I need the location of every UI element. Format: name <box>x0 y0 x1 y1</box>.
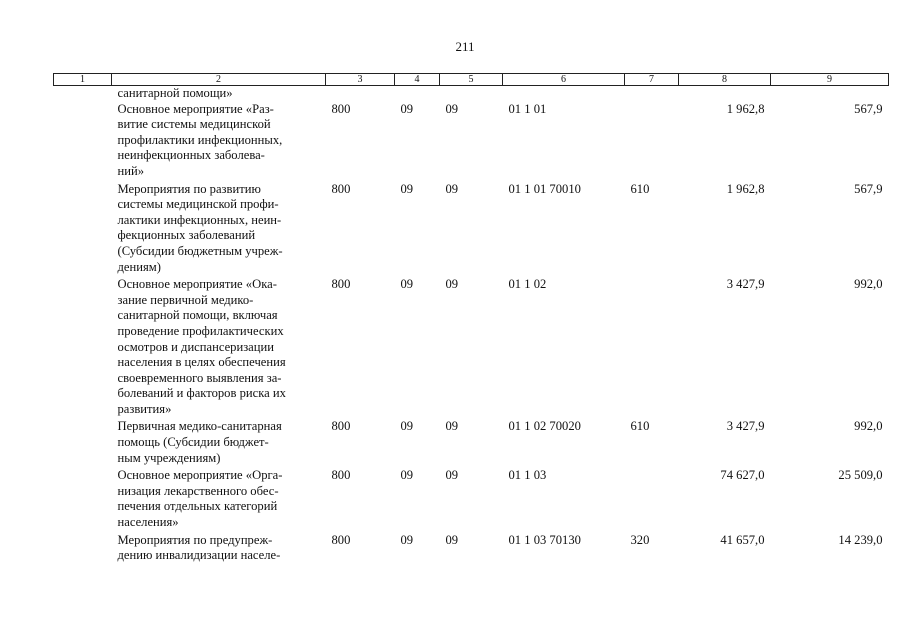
cell-amount-1: 1 962,8 <box>726 101 765 116</box>
cell-expense-type <box>625 86 679 102</box>
cell-section: 800 <box>331 277 351 292</box>
table-row <box>54 533 889 564</box>
name-line: дениям) <box>117 259 161 274</box>
name-line: зание первичной медико- <box>117 292 254 307</box>
table-row <box>54 86 889 102</box>
cell-section: 800 <box>331 532 351 547</box>
cell-subsection-2: 09 <box>445 532 459 547</box>
cell-subsection: 09 <box>400 419 414 434</box>
cell-target-article: 01 1 02 <box>508 277 547 292</box>
name-line: лактики инфекционных, неин- <box>117 212 282 227</box>
name-line: помощь (Субсидии бюджет- <box>117 435 269 450</box>
cell-amount-2: 567,9 <box>854 101 883 116</box>
cell-subsection-2: 09 <box>445 277 459 292</box>
column-header-2: 2 <box>112 74 326 86</box>
cell-target-article: 01 1 01 70010 <box>508 181 581 196</box>
name-line: системы медицинской профи- <box>117 197 279 212</box>
cell-col-1 <box>54 419 112 466</box>
table-body <box>54 86 889 564</box>
column-header-5: 5 <box>440 74 503 86</box>
cell-expense-type: 610 <box>630 419 650 434</box>
name-line: своевременного выявления за- <box>117 370 282 385</box>
cell-amount-2: 25 509,0 <box>838 468 883 483</box>
name-line: Основное мероприятие «Орга- <box>117 468 283 483</box>
cell-amount-2: 992,0 <box>854 277 883 292</box>
name-line: развития» <box>117 401 172 416</box>
column-header-1: 1 <box>54 74 112 86</box>
column-header-8: 8 <box>679 74 771 86</box>
name-line: (Субсидии бюджетным учреж- <box>117 243 283 258</box>
name-line: санитарной помощи, включая <box>117 308 278 323</box>
cell-target-article <box>503 86 625 102</box>
cell-amount-1: 3 427,9 <box>726 277 765 292</box>
name-line: фекционных заболеваний <box>117 228 256 243</box>
cell-subsection: 09 <box>400 468 414 483</box>
table-row <box>54 182 889 276</box>
name-line: витие системы медицинской <box>117 117 271 132</box>
cell-section: 800 <box>331 468 351 483</box>
name-line: ным учреждениям) <box>117 450 221 465</box>
cell-name <box>112 468 326 530</box>
name-line: ний» <box>117 163 145 178</box>
column-header-3: 3 <box>326 74 395 86</box>
cell-target-article: 01 1 03 70130 <box>508 532 581 547</box>
name-line: печения отдельных категорий <box>117 499 278 514</box>
cell-name <box>112 533 326 564</box>
cell-subsection-2 <box>440 86 503 102</box>
cell-subsection-2: 09 <box>445 181 459 196</box>
column-number-row <box>54 74 889 86</box>
name-line: населения» <box>117 515 179 530</box>
cell-amount-2: 992,0 <box>854 419 883 434</box>
name-line: профилактики инфекционных, <box>117 132 283 147</box>
cell-col-1 <box>54 182 112 276</box>
cell-expense-type: 610 <box>630 181 650 196</box>
table-row <box>54 468 889 530</box>
name-line: санитарной помощи» <box>117 86 233 100</box>
cell-section: 800 <box>331 101 351 116</box>
cell-subsection <box>395 86 440 102</box>
cell-expense-type <box>625 468 679 530</box>
cell-subsection: 09 <box>400 532 414 547</box>
column-header-9: 9 <box>771 74 889 86</box>
cell-subsection-2: 09 <box>445 468 459 483</box>
name-line: Основное мероприятие «Ока- <box>117 277 277 292</box>
cell-subsection: 09 <box>400 277 414 292</box>
cell-amount-1: 74 627,0 <box>720 468 765 483</box>
table-row <box>54 277 889 417</box>
cell-subsection: 09 <box>400 181 414 196</box>
cell-target-article: 01 1 02 70020 <box>508 419 581 434</box>
column-header-6: 6 <box>503 74 625 86</box>
budget-table <box>53 73 889 564</box>
name-line: неинфекционных заболева- <box>117 148 265 163</box>
cell-col-1 <box>54 277 112 417</box>
name-line: дению инвалидизации населе- <box>117 548 281 563</box>
cell-amount-2: 14 239,0 <box>838 532 883 547</box>
cell-col-1 <box>54 102 112 180</box>
cell-name <box>112 277 326 417</box>
cell-amount-1 <box>679 86 771 102</box>
cell-subsection: 09 <box>400 101 414 116</box>
cell-amount-1: 41 657,0 <box>720 532 765 547</box>
cell-subsection-2: 09 <box>445 101 459 116</box>
cell-amount-2: 567,9 <box>854 181 883 196</box>
cell-target-article: 01 1 03 <box>508 468 547 483</box>
cell-name <box>112 419 326 466</box>
cell-section <box>326 86 395 102</box>
cell-subsection-2: 09 <box>445 419 459 434</box>
table-row <box>54 102 889 180</box>
name-line: Основное мероприятие «Раз- <box>117 101 274 116</box>
cell-col-1 <box>54 468 112 530</box>
cell-expense-type: 320 <box>630 532 650 547</box>
cell-col-1 <box>54 533 112 564</box>
cell-amount-2 <box>771 86 889 102</box>
name-line: Первичная медико-санитарная <box>117 419 282 434</box>
name-line: населения в целях обеспечения <box>117 355 286 370</box>
name-line: Мероприятия по развитию <box>117 181 261 196</box>
name-line: Мероприятия по предупреж- <box>117 532 273 547</box>
name-line: осмотров и диспансеризации <box>117 339 274 354</box>
cell-name <box>112 86 326 102</box>
page-number: 211 <box>455 39 475 54</box>
name-line: низация лекарственного обес- <box>117 483 279 498</box>
cell-name <box>112 182 326 276</box>
cell-amount-1: 1 962,8 <box>726 181 765 196</box>
cell-name <box>112 102 326 180</box>
name-line: проведение профилактических <box>117 323 284 338</box>
cell-amount-1: 3 427,9 <box>726 419 765 434</box>
name-line: болеваний и факторов риска их <box>117 386 286 401</box>
cell-col-1 <box>54 86 112 102</box>
cell-expense-type <box>625 277 679 417</box>
cell-section: 800 <box>331 419 351 434</box>
column-header-7: 7 <box>625 74 679 86</box>
table-row <box>54 419 889 466</box>
cell-target-article: 01 1 01 <box>508 101 547 116</box>
cell-expense-type <box>625 102 679 180</box>
column-header-4: 4 <box>395 74 440 86</box>
cell-section: 800 <box>331 181 351 196</box>
